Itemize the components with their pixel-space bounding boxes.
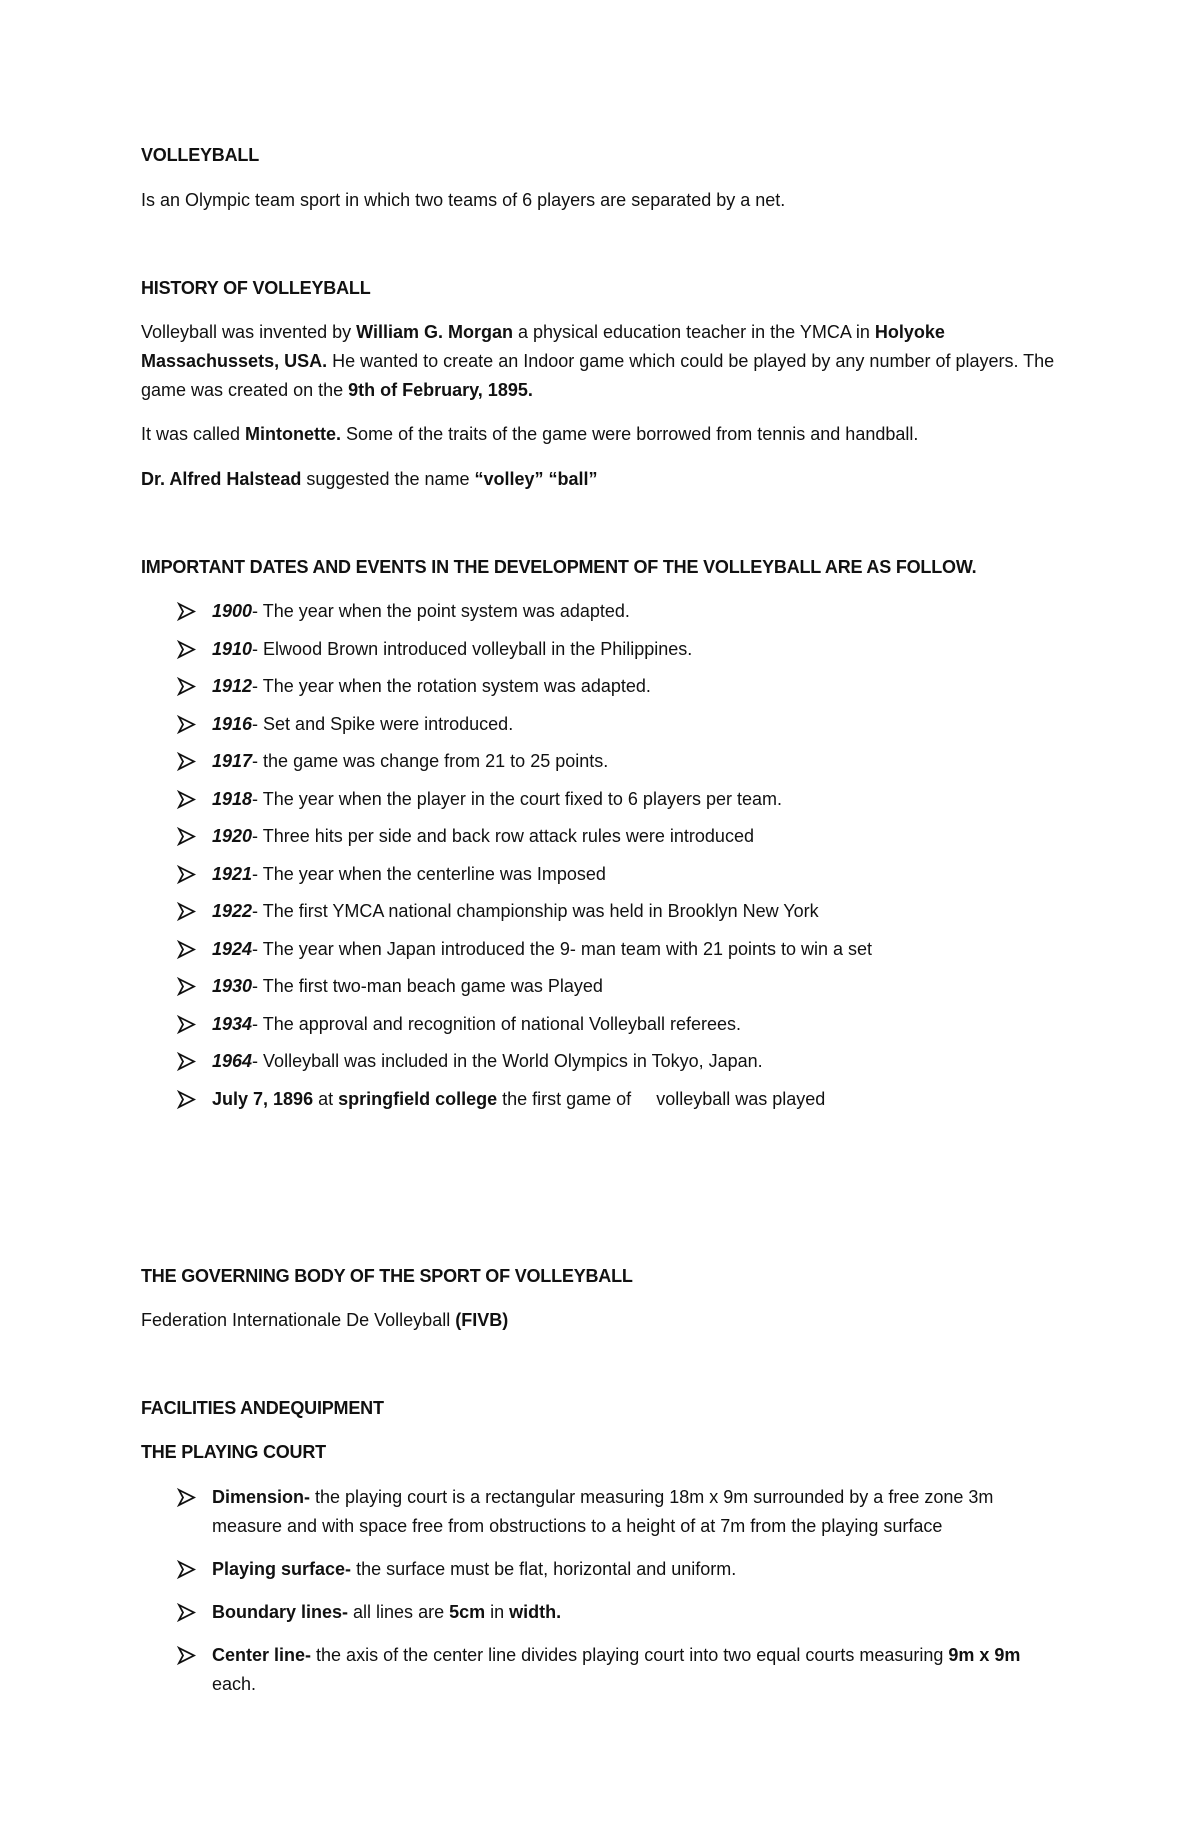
event-year: 1918 (212, 788, 253, 809)
event-text: - Three hits per side and back row attack rules were introduced (252, 826, 754, 846)
arrow-bullet-icon (176, 1641, 198, 1670)
bold-run: “volley” “ball” (474, 469, 598, 489)
event-text: - The year when the rotation system was adapted. (252, 676, 651, 696)
text-run: the surface must be flat, horizontal and uniform. (351, 1559, 737, 1579)
event-year: 1921 (212, 863, 253, 884)
bold-run: 9m x 9m (948, 1645, 1021, 1665)
text-run: a physical education teacher in the YMCA in (513, 322, 875, 342)
event-text: - The year when the centerline was Imposed (252, 863, 606, 884)
court-item (141, 1555, 1061, 1584)
arrow-bullet-icon (176, 897, 198, 926)
dates-list (141, 597, 1061, 1114)
event-text: - Volleyball was included in the World Olympics in Tokyo, Japan. (252, 1051, 763, 1071)
arrow-bullet-icon (176, 672, 198, 701)
history-paragraph-3 (141, 465, 1061, 494)
text-run: Federation Internationale De Volleyball (141, 1310, 456, 1330)
document-title: VOLLEYBALL (141, 145, 259, 165)
history-heading: HISTORY OF VOLLEYBALL (141, 278, 371, 298)
court-item-label: Boundary lines- (212, 1602, 349, 1622)
court-subheading: THE PLAYING COURT (141, 1442, 326, 1462)
bold-run: width. (509, 1602, 562, 1622)
bold-run: July 7, 1896 (212, 1088, 314, 1109)
event-text: - The approval and recognition of national Volleyball referees. (252, 1013, 742, 1034)
event-text: - The year when the player in the court fixed to 6 players per team. (252, 788, 782, 809)
event-text: - Elwood Brown introduced volleyball in the Philippines. (252, 638, 693, 659)
event-year: 1924 (212, 938, 253, 959)
arrow-bullet-icon (176, 747, 198, 776)
arrow-bullet-icon (176, 1047, 198, 1076)
bold-run: Holyoke Massachussets, USA. (141, 322, 945, 371)
history-paragraph-2 (141, 420, 1061, 449)
court-item-label: Center line- (212, 1645, 312, 1665)
intro-paragraph: Is an Olympic team sport in which two teams of 6 players are separated by a net. (141, 190, 786, 210)
date-event-item (141, 860, 1061, 889)
text-run: He wanted to create an Indoor game which could be played by any number of players. The game was created on the (141, 351, 1055, 400)
bold-run: Dr. Alfred Halstead (141, 469, 302, 489)
arrow-bullet-icon (176, 860, 198, 889)
event-year: 1900 (212, 601, 253, 621)
date-event-item (141, 897, 1061, 926)
arrow-bullet-icon (176, 710, 198, 739)
event-text: - The year when Japan introduced the 9- man team with 21 points to win a set (252, 938, 873, 959)
text-run: Volleyball was invented by (141, 322, 357, 342)
event-year: 1912 (212, 676, 253, 696)
history-paragraph-1 (141, 318, 1061, 405)
court-list (141, 1483, 1061, 1713)
date-event-item (141, 710, 1061, 739)
bold-run: William G. Morgan (356, 322, 513, 342)
event-text: - The first two-man beach game was Played (252, 976, 603, 996)
bold-run: Mintonette. (245, 424, 342, 444)
court-item (141, 1641, 1061, 1699)
event-year: 1930 (212, 976, 253, 996)
date-event-item (141, 597, 1061, 626)
event-text: - The first YMCA national championship was held in Brooklyn New York (252, 901, 819, 921)
court-item-label: Playing surface- (212, 1559, 352, 1579)
governing-paragraph (141, 1306, 1061, 1335)
arrow-bullet-icon (176, 1555, 198, 1584)
date-event-item (141, 1047, 1061, 1076)
date-event-item (141, 635, 1061, 664)
text-run: suggested the name (301, 469, 475, 489)
arrow-bullet-icon (176, 1010, 198, 1039)
bold-run: 5cm (449, 1602, 486, 1622)
court-item (141, 1598, 1061, 1627)
text-run: the first game of volleyball was played (497, 1088, 826, 1109)
court-item (141, 1483, 1061, 1541)
event-text: - the game was change from 21 to 25 points. (252, 751, 609, 771)
event-text: - Set and Spike were introduced. (252, 713, 514, 734)
date-event-item (141, 972, 1061, 1001)
date-event-item (141, 1085, 1061, 1114)
event-year: 1922 (212, 901, 253, 921)
bold-run: (FIVB) (455, 1310, 509, 1330)
bold-run: 9th of February, 1895. (348, 380, 533, 400)
date-event-item (141, 785, 1061, 814)
arrow-bullet-icon (176, 822, 198, 851)
court-item-label: Dimension- (212, 1487, 311, 1507)
event-year: 1920 (212, 826, 253, 846)
arrow-bullet-icon (176, 1085, 198, 1114)
text-run: the axis of the center line divides playing court into two equal courts measuring (311, 1645, 949, 1665)
bold-run: springfield college (338, 1088, 498, 1109)
text-run: It was called (141, 424, 246, 444)
arrow-bullet-icon (176, 972, 198, 1001)
arrow-bullet-icon (176, 1483, 198, 1512)
text-run: at (313, 1088, 339, 1109)
dates-heading: IMPORTANT DATES AND EVENTS IN THE DEVELOPMENT OF THE VOLLEYBALL ARE AS FOLLOW. (141, 557, 977, 577)
date-event-item (141, 747, 1061, 776)
arrow-bullet-icon (176, 785, 198, 814)
text-run: in (485, 1602, 510, 1622)
event-year: 1916 (212, 713, 253, 734)
event-year: 1910 (212, 638, 253, 659)
arrow-bullet-icon (176, 635, 198, 664)
text-run: all lines are (348, 1602, 450, 1622)
text-run: each. (212, 1674, 257, 1694)
governing-heading: THE GOVERNING BODY OF THE SPORT OF VOLLEYBALL (141, 1266, 633, 1286)
event-year: 1934 (212, 1013, 253, 1034)
date-event-item (141, 935, 1061, 964)
event-year: 1964 (212, 1051, 253, 1071)
arrow-bullet-icon (176, 935, 198, 964)
text-run: Some of the traits of the game were borrowed from tennis and handball. (341, 424, 919, 444)
arrow-bullet-icon (176, 1598, 198, 1627)
arrow-bullet-icon (176, 597, 198, 626)
date-event-item (141, 1010, 1061, 1039)
facilities-heading: FACILITIES ANDEQUIPMENT (141, 1398, 384, 1418)
date-event-item (141, 822, 1061, 851)
event-year: 1917 (212, 751, 253, 771)
text-run: the playing court is a rectangular measuring 18m x 9m surrounded by a free zone 3m measure and with space free from obstructions to a height of at 7m from the playing surface (212, 1487, 994, 1536)
event-text: - The year when the point system was adapted. (252, 601, 630, 621)
date-event-item (141, 672, 1061, 701)
